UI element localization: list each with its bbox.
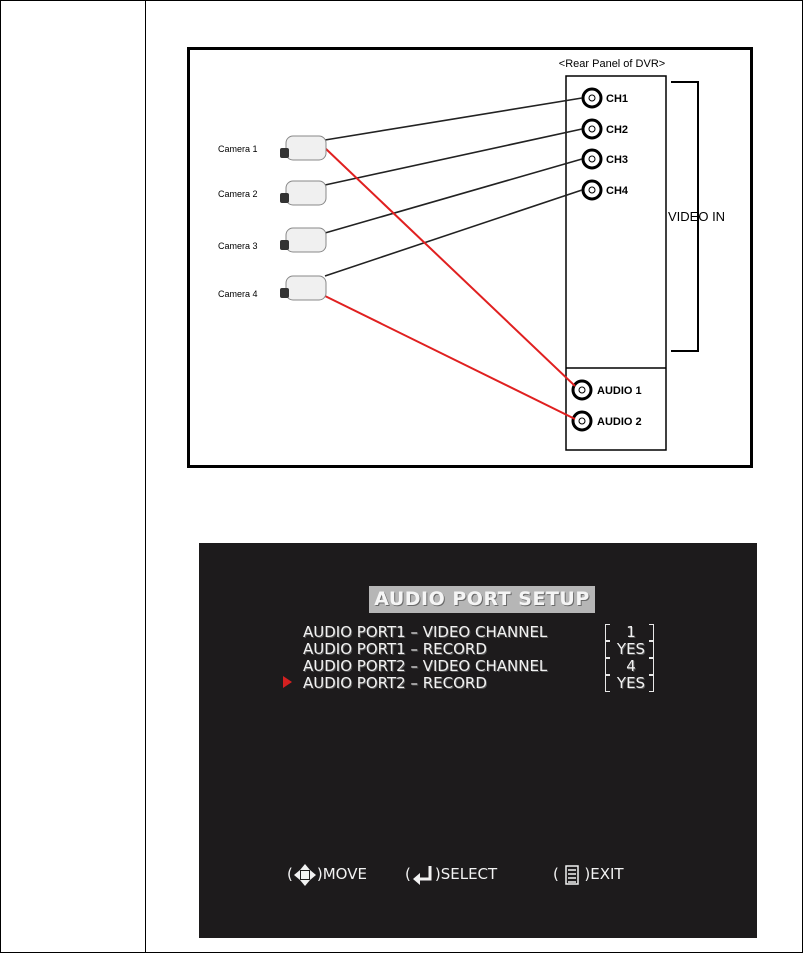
bracket-right	[649, 641, 654, 658]
video-in-label: VIDEO IN	[668, 209, 726, 224]
row-value[interactable]: YES	[616, 640, 646, 658]
menu-row-port1-channel[interactable]	[303, 623, 663, 641]
panel-title: <Rear Panel of DVR>	[558, 58, 666, 70]
audio1-label: AUDIO 1	[597, 385, 642, 397]
osd-screen	[199, 543, 757, 938]
row-label: AUDIO PORT1 – RECORD	[303, 640, 487, 658]
bracket-right	[649, 624, 654, 641]
menu-row-port2-channel[interactable]	[303, 657, 663, 675]
menu-row-port1-record[interactable]	[303, 640, 663, 658]
video-wire-4	[325, 190, 582, 276]
ch3-label: CH3	[606, 154, 629, 166]
camera-1-icon	[280, 136, 326, 160]
bracket-right	[649, 675, 654, 692]
camera-4-icon	[280, 276, 326, 300]
camera-2-icon	[280, 181, 326, 205]
audio2-connector	[573, 412, 591, 430]
camera-3-icon	[280, 228, 326, 252]
ch1-label: CH1	[606, 93, 629, 105]
select-hint: ( )SELECT	[405, 861, 497, 887]
wiring-diagram	[187, 47, 753, 468]
video-wire-2	[325, 129, 582, 185]
audio-wire-1	[325, 148, 575, 386]
row-value[interactable]: 1	[626, 623, 636, 641]
bracket-right	[649, 658, 654, 675]
audio-wire-2	[325, 296, 575, 419]
row-value[interactable]: YES	[616, 674, 646, 692]
ch1-connector	[583, 89, 601, 107]
ch4-label: CH4	[606, 185, 629, 197]
ch4-connector	[583, 181, 601, 199]
video-wire-3	[325, 159, 582, 233]
row-label: AUDIO PORT2 – VIDEO CHANNEL	[303, 657, 548, 675]
camera-4-label: Camera 4	[218, 289, 258, 299]
row-label: AUDIO PORT2 – RECORD	[303, 674, 487, 692]
camera-3-label: Camera 3	[218, 241, 258, 251]
exit-hint: ( )EXIT	[553, 861, 624, 887]
row-value[interactable]: 4	[626, 657, 636, 675]
audio2-label: AUDIO 2	[597, 416, 642, 428]
selection-cursor-icon	[283, 676, 292, 688]
column-divider	[145, 0, 146, 953]
audio1-connector	[573, 381, 591, 399]
move-label: MOVE	[322, 865, 367, 883]
exit-label: EXIT	[590, 865, 624, 883]
osd-title: AUDIO PORT SETUP	[369, 586, 595, 613]
ch2-connector	[583, 120, 601, 138]
select-label: SELECT	[440, 865, 498, 883]
camera-2-label: Camera 2	[218, 189, 258, 199]
ch3-connector	[583, 150, 601, 168]
wiring-diagram-svg	[190, 50, 750, 465]
ch2-label: CH2	[606, 124, 629, 136]
menu-icon	[564, 864, 580, 886]
row-label: AUDIO PORT1 – VIDEO CHANNEL	[303, 623, 548, 641]
menu-row-port2-record[interactable]	[303, 674, 663, 692]
camera-1-label: Camera 1	[218, 144, 258, 154]
enter-icon	[411, 863, 435, 887]
video-wire-1	[325, 98, 582, 140]
direction-pad-icon	[293, 863, 317, 887]
move-hint: ( )MOVE	[287, 861, 367, 887]
